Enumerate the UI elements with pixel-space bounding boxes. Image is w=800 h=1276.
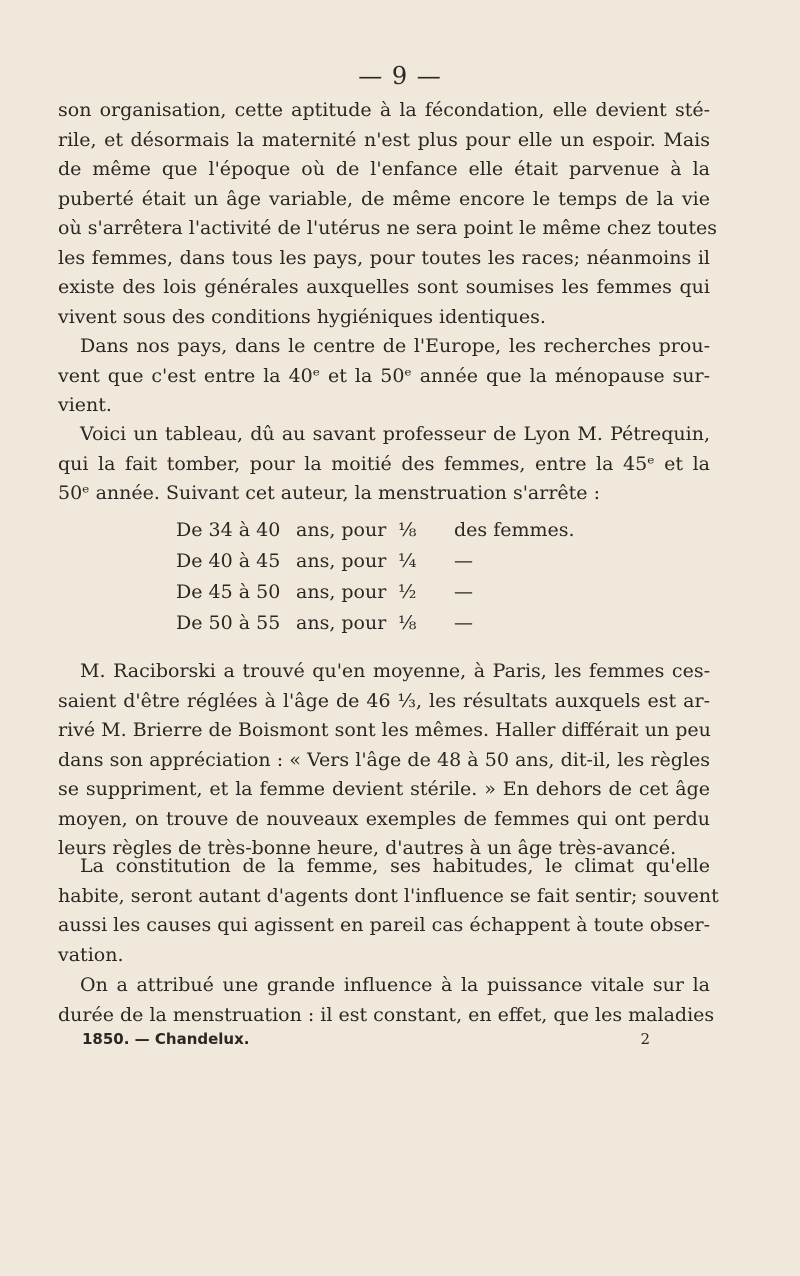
text-line: puberté était un âge variable, de même encore le temps de la vie [58,187,710,210]
page-footer [82,1030,650,1048]
table-row [176,608,604,639]
fraction: ½ [398,581,417,603]
printer-signature: 1850. — Chandelux. [82,1030,250,1048]
text-line: moyen, on trouve de nouveaux exemples de femmes qui ont perdu [58,807,710,830]
row-suffix: des femmes. [454,519,575,541]
text-line: dans son appréciation : « Vers l'âge de 48 à 50 ans, dit-il, les règles [58,748,710,771]
text-line: aussi les causes qui agissent en pareil cas échappent à toute obser- [58,914,710,936]
paragraph-1 [58,96,718,332]
text-line: qui la fait tomber, pour la moitié des femmes, entre la 45ᵉ et la [58,452,710,475]
row-suffix: — [454,550,473,572]
age-range: De 34 à 40 [176,519,281,541]
text-line: vation. [58,943,124,966]
row-suffix: — [454,581,473,603]
text-line: son organisation, cette aptitude à la fécondation, elle devient sté- [58,99,710,121]
text-line: existe des lois générales auxquelles sont soumises les femmes qui [58,276,710,298]
text-line: vient. [58,394,112,416]
text-line: 50ᵉ année. Suivant cet auteur, la menstruation s'arrête : [58,482,600,504]
pour-label: ans, pour [296,581,387,603]
paragraph-5 [58,852,719,970]
paragraph-2 [58,332,710,421]
pour-label: ans, pour [296,550,387,572]
sheet-number: 2 [640,1030,650,1048]
table-row [176,515,604,546]
pour-label: ans, pour [296,612,387,634]
paragraph-6 [58,971,715,1030]
text-line: se suppriment, et la femme devient stérile. » En dehors de cet âge [58,778,710,800]
text-line: de même que l'époque où de l'enfance elle était parvenue à la [58,158,710,180]
table-row [176,577,604,608]
text-line: où s'arrêtera l'activité de l'utérus ne sera point le même chez toutes [58,217,718,239]
text-line: saient d'être réglées à l'âge de 46 ⅓, les résultats auxquels est ar- [58,689,710,712]
table-row [176,546,604,577]
paragraph-3 [58,420,710,509]
fraction: ⅛ [398,612,417,634]
text-line: vent que c'est entre la 40ᵉ et la 50ᵉ année que la ménopause sur- [58,364,710,387]
menopause-age-table [176,515,604,639]
text-line: La constitution de la femme, ses habitudes, le climat qu'elle [80,855,710,877]
text-line: M. Raciborski a trouvé qu'en moyenne, à Paris, les femmes ces- [80,660,710,682]
text-line: On a attribué une grande influence à la puissance vitale sur la [80,974,710,996]
fraction: ¼ [398,550,417,572]
text-line: les femmes, dans tous les pays, pour toutes les races; néanmoins il [58,246,710,269]
paragraph-4 [58,657,710,864]
text-line: habite, seront autant d'agents dont l'influence se fait sentir; souvent [58,884,719,907]
text-line: durée de la menstruation : il est constant, en effet, que les maladies [58,1003,715,1026]
text-line: Voici un tableau, dû au savant professeur de Lyon M. Pétrequin, [80,423,710,445]
fraction: ⅛ [398,519,417,541]
pour-label: ans, pour [296,519,387,541]
page-number: — 9 — [358,62,442,90]
text-line: leurs règles de très-bonne heure, d'autres à un âge très-avancé. [58,837,677,859]
text-line: Dans nos pays, dans le centre de l'Europe, les recherches prou- [80,335,710,357]
age-range: De 45 à 50 [176,581,281,603]
text-line: vivent sous des conditions hygiéniques identiques. [58,305,546,328]
age-range: De 40 à 45 [176,550,281,572]
text-line: rivé M. Brierre de Boismont sont les mêmes. Haller différait un peu [58,719,711,741]
row-suffix: — [454,612,473,634]
age-range: De 50 à 55 [176,612,281,634]
text-line: rile, et désormais la maternité n'est plus pour elle un espoir. Mais [58,128,710,151]
